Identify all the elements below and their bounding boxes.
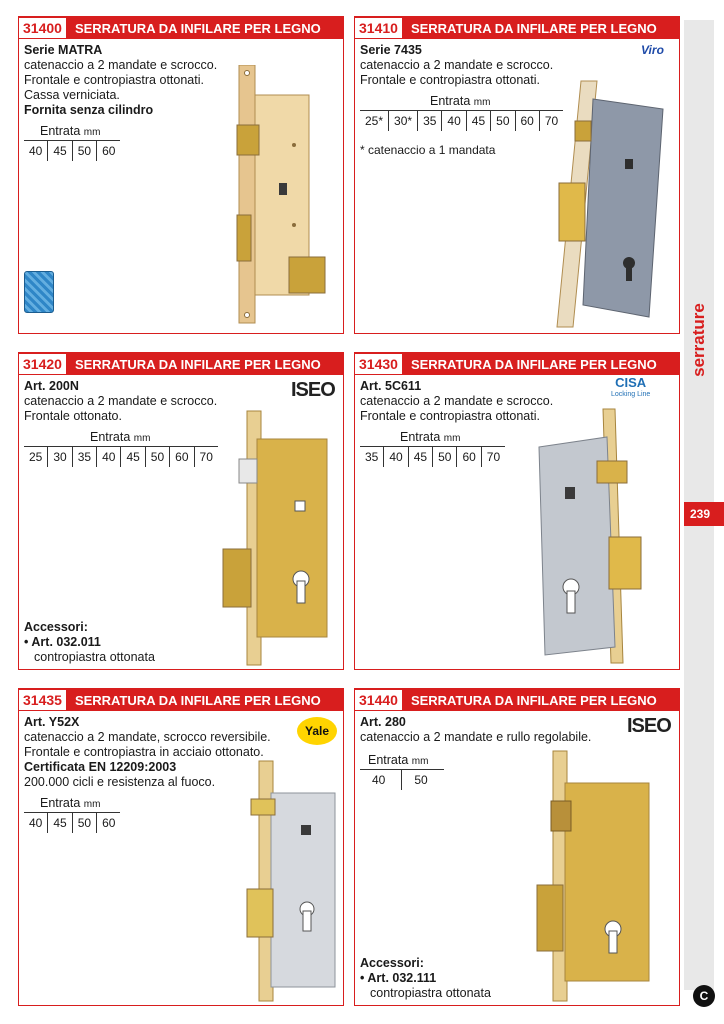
product-name: Art. 5C611 bbox=[360, 379, 422, 393]
size-cell: 40 bbox=[97, 447, 121, 467]
product-code: 31400 bbox=[18, 17, 67, 39]
product-title: SERRATURA DA INFILARE PER LEGNO bbox=[410, 692, 657, 708]
brand-logo-cisa: CISA Locking Line bbox=[611, 375, 651, 398]
size-cell: 50 bbox=[73, 141, 97, 161]
desc-line: Cassa verniciata. bbox=[24, 88, 120, 102]
size-cell: 40 bbox=[24, 813, 48, 833]
entrata-label: Entrata bbox=[368, 753, 409, 767]
product-title: SERRATURA DA INFILARE PER LEGNO bbox=[410, 356, 657, 372]
product-code: 31435 bbox=[18, 689, 67, 711]
product-panel-31430 bbox=[354, 352, 680, 670]
product-title: SERRATURA DA INFILARE PER LEGNO bbox=[74, 20, 321, 36]
desc-line: Frontale e contropiastra ottonati. bbox=[360, 409, 540, 423]
size-cell: 50 bbox=[433, 447, 457, 467]
entrata-label: Entrata bbox=[40, 796, 81, 810]
accessories bbox=[360, 956, 491, 1001]
lock-image bbox=[219, 65, 329, 327]
accessories-label: Accessori: bbox=[360, 956, 424, 970]
brand-logo-iseo: ISEO bbox=[291, 379, 335, 401]
entrata-unit: mm bbox=[133, 433, 151, 444]
product-panel-31410 bbox=[354, 16, 680, 334]
panel-header bbox=[19, 17, 343, 39]
size-cell: 30* bbox=[389, 111, 418, 131]
size-cell: 50 bbox=[414, 773, 428, 787]
product-panel-31420 bbox=[18, 352, 344, 670]
category-label: serrature bbox=[689, 303, 708, 377]
size-cell: 35 bbox=[73, 447, 97, 467]
product-name: Art. Y52X bbox=[24, 715, 80, 729]
entrata-label: Entrata bbox=[40, 124, 81, 138]
product-name: Art. 280 bbox=[360, 715, 406, 729]
desc-line: Frontale e contropiastra ottonati. bbox=[360, 73, 540, 87]
desc-line: Frontale e contropiastra ottonati. bbox=[24, 73, 204, 87]
size-row bbox=[360, 446, 505, 467]
product-code: 31440 bbox=[354, 689, 403, 711]
product-panel-31440 bbox=[354, 688, 680, 1006]
page-number: 239 bbox=[684, 502, 724, 526]
brand-logo-viro: Viro bbox=[641, 43, 664, 57]
footnote: * catenaccio a 1 mandata bbox=[360, 143, 496, 157]
size-cell: 25* bbox=[360, 111, 389, 131]
panel-header bbox=[19, 689, 343, 711]
size-cell: 40 bbox=[442, 111, 466, 131]
accessories bbox=[24, 620, 155, 665]
size-row bbox=[360, 110, 563, 131]
size-cell: 45 bbox=[409, 447, 433, 467]
product-code: 31420 bbox=[18, 353, 67, 375]
accessory-article: • Art. 032.011 bbox=[24, 635, 101, 649]
product-name: Art. 200N bbox=[24, 379, 79, 393]
size-cell: 45 bbox=[48, 141, 72, 161]
copyright-icon: C bbox=[693, 985, 715, 1007]
size-cell: 35 bbox=[360, 447, 384, 467]
desc-line: catenaccio a 2 mandate e rullo regolabile. bbox=[360, 730, 592, 744]
size-row bbox=[24, 812, 120, 833]
size-cell: 50 bbox=[491, 111, 515, 131]
size-cell: 30 bbox=[48, 447, 72, 467]
size-cell: 70 bbox=[544, 114, 559, 128]
product-title: SERRATURA DA INFILARE PER LEGNO bbox=[410, 20, 657, 36]
size-cell: 70 bbox=[486, 450, 501, 464]
size-cell: 45 bbox=[48, 813, 72, 833]
product-panel-31400 bbox=[18, 16, 344, 334]
desc-line: Frontale ottonato. bbox=[24, 409, 122, 423]
lock-image bbox=[535, 407, 675, 667]
product-name: Serie MATRA bbox=[24, 43, 103, 57]
size-cell: 60 bbox=[102, 144, 116, 158]
size-cell: 40 bbox=[360, 770, 402, 790]
size-cell: 60 bbox=[516, 111, 540, 131]
desc-line: catenaccio a 2 mandate e scrocco. bbox=[24, 58, 218, 72]
entrata-label: Entrata bbox=[430, 94, 471, 108]
product-code: 31430 bbox=[354, 353, 403, 375]
product-panel-31435 bbox=[18, 688, 344, 1006]
entrata-unit: mm bbox=[411, 756, 429, 767]
size-cell: 35 bbox=[418, 111, 442, 131]
entrata-label: Entrata bbox=[400, 430, 441, 444]
panel-header bbox=[19, 353, 343, 375]
size-cell: 45 bbox=[467, 111, 491, 131]
panel-header bbox=[355, 689, 679, 711]
entrata-label: Entrata bbox=[90, 430, 131, 444]
desc-line: catenaccio a 2 mandate e scrocco. bbox=[360, 394, 554, 408]
size-cell: 50 bbox=[146, 447, 170, 467]
desc-line: 200.000 cicli e resistenza al fuoco. bbox=[24, 775, 216, 789]
accessory-desc: contropiastra ottonata bbox=[370, 986, 491, 1000]
desc-line: catenaccio a 2 mandate e scrocco. bbox=[360, 58, 554, 72]
size-row bbox=[24, 446, 218, 467]
certification: Certificata EN 12209:2003 bbox=[24, 760, 177, 774]
lock-image bbox=[241, 759, 341, 1005]
size-cell: 40 bbox=[384, 447, 408, 467]
entrata-unit: mm bbox=[83, 127, 101, 138]
accessory-desc: contropiastra ottonata bbox=[34, 650, 155, 664]
desc-line: catenaccio a 2 mandate, scrocco reversibile. bbox=[24, 730, 271, 744]
brand-logo-yale: Yale bbox=[297, 717, 337, 745]
lock-image bbox=[209, 409, 339, 667]
product-title: SERRATURA DA INFILARE PER LEGNO bbox=[74, 356, 321, 372]
product-code: 31410 bbox=[354, 17, 403, 39]
size-cell: 45 bbox=[121, 447, 145, 467]
size-row bbox=[24, 140, 120, 161]
product-name: Serie 7435 bbox=[360, 43, 422, 57]
entrata-unit: mm bbox=[443, 433, 461, 444]
lock-image bbox=[545, 79, 675, 329]
size-cell: 25 bbox=[24, 447, 48, 467]
panel-header bbox=[355, 353, 679, 375]
desc-line: catenaccio a 2 mandate e scrocco. bbox=[24, 394, 218, 408]
accessory-article: • Art. 032.111 bbox=[360, 971, 437, 985]
brand-logo-iseo: ISEO bbox=[627, 715, 671, 737]
size-cell: 50 bbox=[73, 813, 97, 833]
desc-bold-line: Fornita senza cilindro bbox=[24, 103, 154, 117]
size-cell: 60 bbox=[457, 447, 481, 467]
size-row bbox=[360, 769, 444, 790]
blister-pack-icon bbox=[24, 271, 54, 313]
product-title: SERRATURA DA INFILARE PER LEGNO bbox=[74, 692, 321, 708]
entrata-unit: mm bbox=[83, 799, 101, 810]
size-cell: 60 bbox=[102, 816, 116, 830]
desc-line: Frontale e contropiastra in acciaio ottonato. bbox=[24, 745, 264, 759]
accessories-label: Accessori: bbox=[24, 620, 88, 634]
size-cell: 60 bbox=[170, 447, 194, 467]
panel-header bbox=[355, 17, 679, 39]
entrata-unit: mm bbox=[473, 97, 491, 108]
size-cell: 40 bbox=[24, 141, 48, 161]
lock-image bbox=[531, 749, 661, 1005]
size-cell: 70 bbox=[199, 450, 213, 464]
